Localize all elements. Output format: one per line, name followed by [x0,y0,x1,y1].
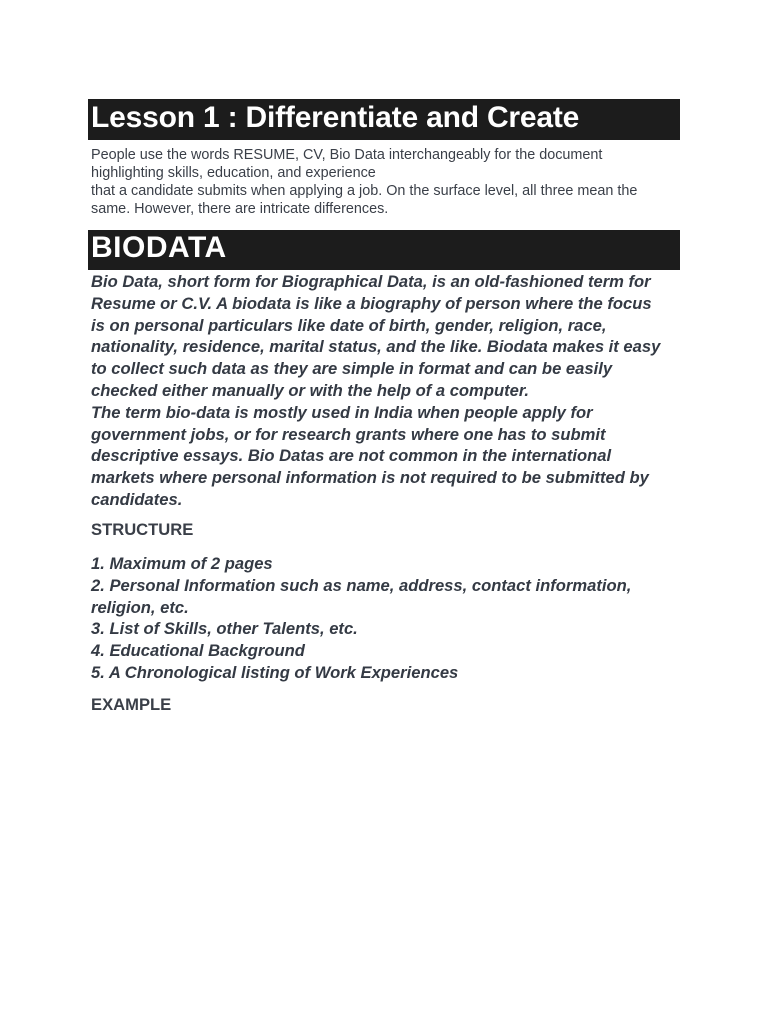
structure-item-line: 5. A Chronological listing of Work Experiences [91,662,459,682]
biodata-heading: BIODATA [88,230,680,270]
structure-item-line: religion, etc. [91,597,189,617]
structure-item [91,618,691,640]
structure-heading: STRUCTURE [91,520,194,539]
structure-list [91,553,691,684]
biodata-line: Resume or C.V. A biodata is like a biography of person where the focus [91,293,652,313]
intro-paragraph [91,146,681,218]
structure-item-line: 1. Maximum of 2 pages [91,554,273,573]
biodata-line: government jobs, or for research grants where one has to submit [91,424,606,444]
structure-item [91,662,691,684]
structure-item [91,553,691,575]
intro-line: that a candidate submits when applying a job. On the surface level, all three mean the [91,183,638,199]
intro-line: People use the words RESUME, CV, Bio Data interchangeably for the document [91,147,603,163]
intro-line: highlighting skills, education, and experience [91,165,376,181]
example-heading: EXAMPLE [91,695,172,714]
biodata-line: candidates. [91,489,183,509]
biodata-line: is on personal particulars like date of birth, gender, religion, race, [91,315,607,335]
biodata-line: checked either manually or with the help of a computer. [91,380,529,400]
biodata-line: Bio Data, short form for Biographical Data, is an old-fashioned term for [91,272,651,291]
structure-item [91,640,691,662]
structure-item-line: 2. Personal Information such as name, address, contact information, [91,575,632,595]
structure-item-line: 4. Educational Background [91,641,305,661]
biodata-line: markets where personal information is not required to be submitted by [91,468,649,488]
structure-item-line: 3. List of Skills, other Talents, etc. [91,619,358,639]
structure-item [91,575,691,619]
biodata-line: to collect such data as they are simple in format and can be easily [91,359,613,379]
biodata-paragraph [91,271,691,511]
lesson-title: Lesson 1 : Differentiate and Create [88,99,680,140]
intro-line: same. However, there are intricate differences. [91,201,389,217]
biodata-line: nationality, residence, marital status, and the like. Biodata makes it easy [91,337,661,357]
biodata-line: descriptive essays. Bio Datas are not common in the international [91,446,612,466]
biodata-line: The term bio-data is mostly used in India when people apply for [91,402,593,422]
